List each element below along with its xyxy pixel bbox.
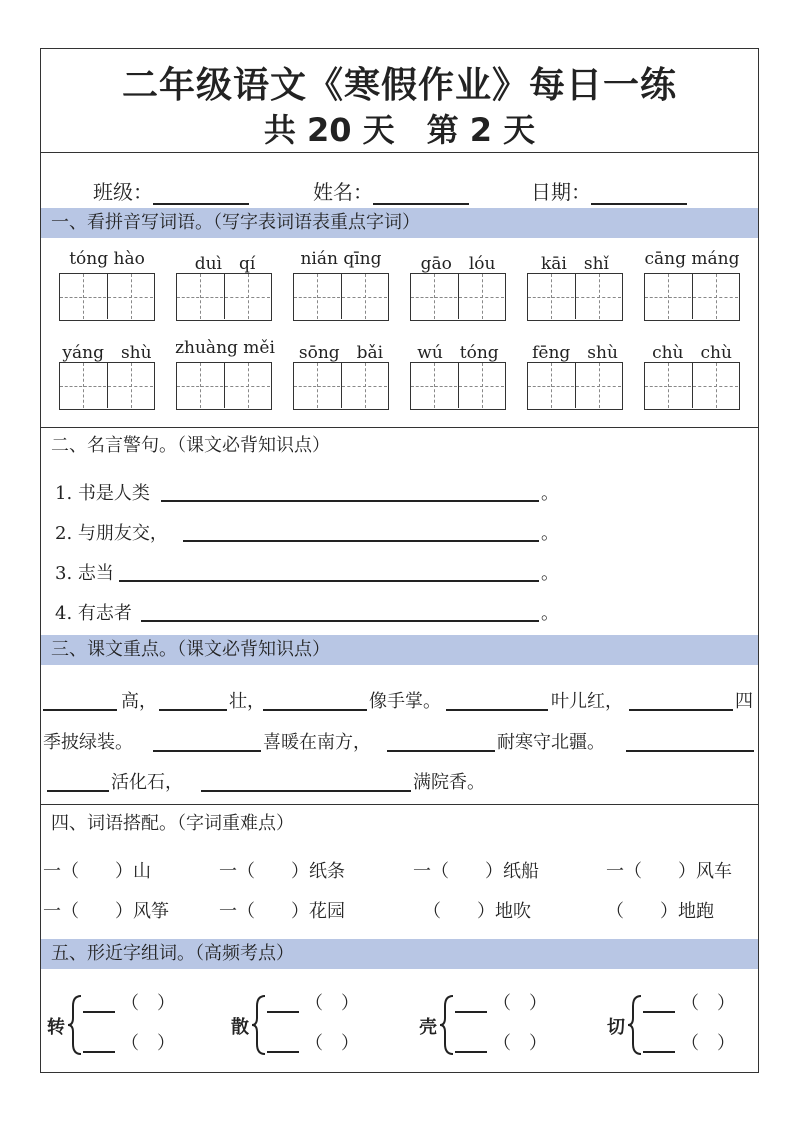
paren-blank[interactable]: （ ） — [305, 993, 359, 1014]
answer-line[interactable] — [446, 709, 548, 711]
passage-text: 满院香。 — [413, 772, 485, 793]
pinyin-label: chù chù — [652, 343, 732, 363]
tianzige-box[interactable] — [176, 362, 272, 410]
pinyin-label: yáng shù — [62, 343, 152, 363]
passage-text: 四 — [735, 691, 753, 712]
passage-text: 壮， — [229, 691, 265, 712]
section3-heading: 三、课文重点。（课文必背知识点） — [41, 635, 758, 665]
period-mark: 。 — [541, 563, 559, 584]
paren-blank[interactable]: （ ） — [493, 993, 547, 1014]
period-mark: 。 — [541, 603, 559, 624]
quote-prompt: 4. 有志者 — [55, 603, 132, 624]
pinyin-label: zhuàng měi — [175, 338, 275, 358]
answer-line[interactable] — [183, 540, 539, 542]
tianzige-box[interactable] — [644, 362, 740, 410]
answer-line[interactable] — [455, 1011, 487, 1013]
passage-text: 高， — [121, 691, 157, 712]
passage-text: 活化石， — [111, 772, 183, 793]
pinyin-label: sōng bǎi — [298, 343, 384, 363]
answer-line[interactable] — [141, 620, 539, 622]
pinyin-label: kāi shǐ — [541, 254, 609, 274]
paren-blank[interactable]: （ ） — [681, 1033, 735, 1054]
answer-line[interactable] — [47, 790, 109, 792]
answer-line[interactable] — [643, 1051, 675, 1053]
section2-heading: 二、名言警句。（课文必背知识点） — [51, 435, 330, 456]
divider — [41, 804, 758, 805]
worksheet — [40, 48, 759, 1073]
tianzige-box[interactable] — [527, 362, 623, 410]
passage-text: 季披绿装。 — [43, 732, 133, 753]
collocation-item[interactable]: 一（ ）风筝 — [43, 901, 169, 922]
paren-blank[interactable]: （ ） — [121, 1033, 175, 1054]
paren-blank[interactable]: （ ） — [121, 993, 175, 1014]
tianzige-box[interactable] — [59, 362, 155, 410]
divider — [41, 427, 758, 428]
collocation-item[interactable]: 一（ ）风车 — [606, 861, 732, 882]
page-title: 二年级语文《寒假作业》每日一练 — [121, 65, 677, 106]
passage-text: 耐寒守北疆。 — [497, 732, 605, 753]
answer-line[interactable] — [643, 1011, 675, 1013]
tianzige-box[interactable] — [644, 273, 740, 321]
answer-line[interactable] — [267, 1011, 299, 1013]
collocation-item[interactable]: 一（ ）山 — [43, 861, 151, 882]
paren-blank[interactable]: （ ） — [681, 993, 735, 1014]
name-field — [313, 176, 469, 205]
answer-line[interactable] — [263, 709, 367, 711]
answer-line[interactable] — [161, 500, 539, 502]
answer-line[interactable] — [629, 709, 733, 711]
answer-line[interactable] — [626, 750, 754, 752]
answer-line[interactable] — [201, 790, 411, 792]
tianzige-box[interactable] — [176, 273, 272, 321]
tianzige-box[interactable] — [293, 273, 389, 321]
date-blank[interactable] — [591, 183, 687, 205]
answer-line[interactable] — [119, 580, 539, 582]
answer-line[interactable] — [153, 750, 261, 752]
answer-line[interactable] — [159, 709, 227, 711]
paren-blank[interactable]: （ ） — [493, 1033, 547, 1054]
answer-line[interactable] — [267, 1051, 299, 1053]
char-label: 散 — [231, 1017, 249, 1038]
pinyin-label: cāng máng — [644, 249, 740, 269]
name-label: 姓名： — [313, 180, 373, 204]
collocation-item[interactable]: 一（ ）纸条 — [219, 861, 345, 882]
quote-prompt: 3. 志当 — [55, 563, 114, 584]
tianzige-box[interactable] — [410, 273, 506, 321]
brace-icon — [251, 994, 267, 1056]
brace-icon — [67, 994, 83, 1056]
collocation-item[interactable]: （ ）地吹 — [423, 901, 531, 922]
collocation-item[interactable]: 一（ ）花园 — [219, 901, 345, 922]
answer-line[interactable] — [387, 750, 495, 752]
divider — [41, 152, 758, 153]
brace-icon — [439, 994, 455, 1056]
date-field — [531, 176, 687, 205]
passage-text: 像手掌。 — [369, 691, 441, 712]
answer-line[interactable] — [83, 1051, 115, 1053]
answer-line[interactable] — [83, 1011, 115, 1013]
class-label: 班级： — [93, 180, 153, 204]
section4-heading: 四、词语搭配。（字词重难点） — [51, 813, 294, 834]
collocation-item[interactable]: （ ）地跑 — [606, 901, 714, 922]
char-label: 壳 — [419, 1017, 437, 1038]
quote-prompt: 2. 与朋友交， — [55, 523, 168, 544]
quote-prompt: 1. 书是人类 — [55, 483, 150, 504]
date-label: 日期： — [531, 180, 591, 204]
char-label: 转 — [47, 1017, 65, 1038]
pinyin-label: fēng shù — [532, 343, 618, 363]
period-mark: 。 — [541, 523, 559, 544]
pinyin-label: wú tóng — [417, 343, 499, 363]
tianzige-box[interactable] — [527, 273, 623, 321]
tianzige-box[interactable] — [59, 273, 155, 321]
period-mark: 。 — [541, 483, 559, 504]
brace-icon — [627, 994, 643, 1056]
name-blank[interactable] — [373, 183, 469, 205]
pinyin-label: gāo lóu — [420, 254, 496, 274]
class-blank[interactable] — [153, 183, 249, 205]
pinyin-label: tóng hào — [69, 249, 145, 269]
answer-line[interactable] — [43, 709, 117, 711]
class-field — [93, 176, 249, 205]
pinyin-label: nián qīng — [300, 249, 382, 269]
section5-heading: 五、形近字组词。（高频考点） — [41, 939, 758, 969]
char-label: 切 — [607, 1017, 625, 1038]
section1-heading: 一、看拼音写词语。（写字表词语表重点字词） — [41, 208, 758, 238]
paren-blank[interactable]: （ ） — [305, 1033, 359, 1054]
answer-line[interactable] — [455, 1051, 487, 1053]
page-subtitle: 共 20 天 第 2 天 — [263, 111, 536, 149]
passage-text: 喜暖在南方， — [263, 732, 371, 753]
tianzige-box[interactable] — [410, 362, 506, 410]
pinyin-label: duì qí — [194, 254, 256, 274]
tianzige-box[interactable] — [293, 362, 389, 410]
collocation-item[interactable]: 一（ ）纸船 — [413, 861, 539, 882]
passage-text: 叶儿红， — [551, 691, 623, 712]
